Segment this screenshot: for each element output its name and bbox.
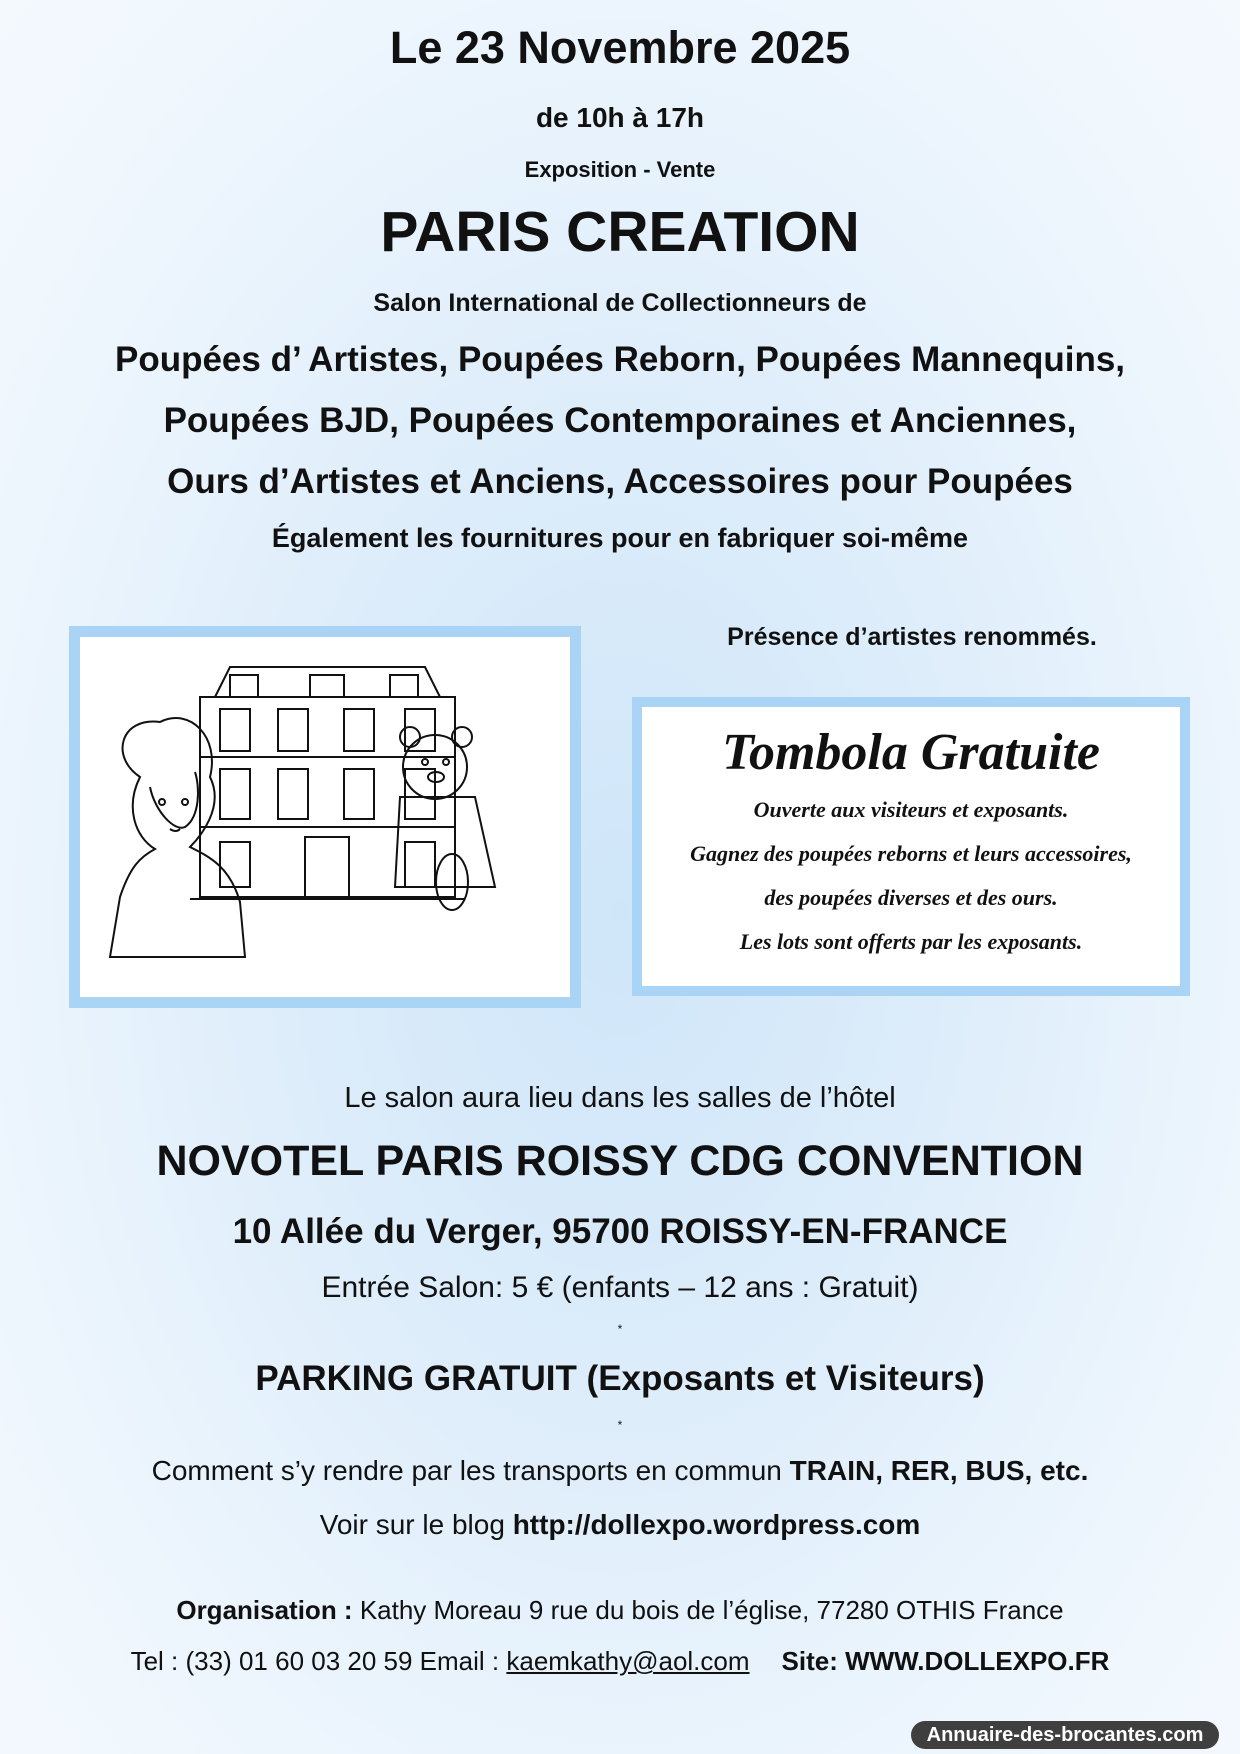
contact-line [0,1646,1240,1677]
event-date: Le 23 Novembre 2025 [389,22,851,73]
site-link[interactable]: Site: WWW.DOLLEXPO.FR [781,1646,1110,1676]
blog-text: Voir sur le blog [319,1509,513,1540]
house-roof [215,667,440,697]
separator-star: * [617,1322,623,1336]
entry-price: Entrée Salon: 5 € (enfants – 12 ans : Gratuit) [321,1271,919,1304]
organisation-line [0,1595,1240,1626]
category-line-1: Poupées d’ Artistes, Poupées Reborn, Poupées Mannequins, [114,340,1126,379]
blog-link[interactable]: http://dollexpo.wordpress.com [512,1509,921,1540]
tombola-title: Tombola Gratuite [721,724,1100,781]
parking-info: PARKING GRATUIT (Exposants et Visiteurs) [255,1359,985,1398]
artists-presence: Présence d’artistes renommés. [727,623,1097,651]
doll-outline [110,718,245,957]
illustration-frame [69,626,581,1008]
tombola-line: des poupées diverses et des ours. [764,885,1058,910]
dollhouse-illustration [80,637,570,997]
organisation-text: Kathy Moreau 9 rue du bois de l’église, 77280 OTHIS France [352,1595,1064,1625]
watermark-badge[interactable]: Annuaire-des-brocantes.com [911,1721,1219,1749]
contact-tel: Tel : (33) 01 60 03 20 59 Email : [130,1646,507,1676]
event-type: Exposition - Vente [524,157,716,182]
tombola-box [632,697,1190,996]
email-link[interactable]: kaemkathy@aol.com [506,1646,750,1676]
blog-line [0,1509,1240,1541]
category-line-2: Poupées BJD, Poupées Contemporaines et Anciennes, [163,401,1077,440]
transport-line [0,1455,1240,1487]
organisation-label: Organisation : [176,1595,353,1625]
venue-hotel: NOVOTEL PARIS ROISSY CDG CONVENTION [156,1137,1084,1185]
event-title: PARIS CREATION [380,200,860,264]
event-hours: de 10h à 17h [535,102,705,133]
category-line-3: Ours d’Artistes et Anciens, Accessoires pour Poupées [167,462,1073,501]
tombola-line: Gagnez des poupées reborns et leurs accessoires, [690,841,1132,866]
transport-modes: TRAIN, RER, BUS, etc. [789,1455,1089,1486]
venue-intro: Le salon aura lieu dans les salles de l’hôtel [344,1082,896,1114]
tombola-line: Les lots sont offerts par les exposants. [739,929,1083,954]
supplies-line: Également les fournitures pour en fabriquer soi-même [271,523,969,553]
separator-star: * [617,1418,623,1432]
event-subtitle: Salon International de Collectionneurs de [373,289,867,317]
transport-text: Comment s’y rendre par les transports en commun [151,1455,790,1486]
venue-address: 10 Allée du Verger, 95700 ROISSY-EN-FRANCE [232,1212,1008,1251]
tombola-line: Ouverte aux visiteurs et exposants. [753,797,1069,822]
